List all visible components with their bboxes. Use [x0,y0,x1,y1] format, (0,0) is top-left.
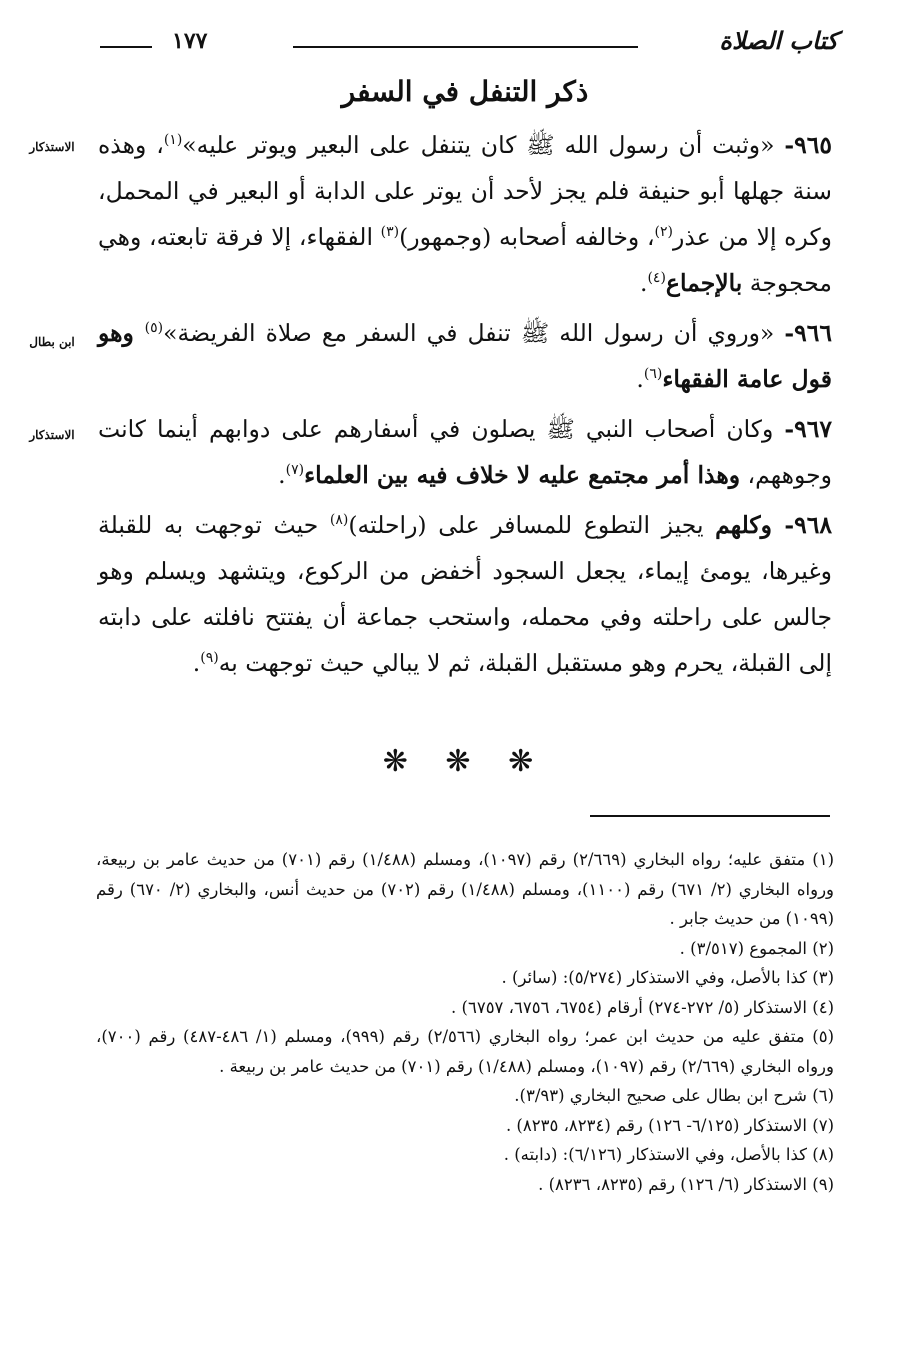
footnote-2: (٢) المجموع (٣/٥١٧) . [679,938,834,958]
paragraph-967 [98,406,832,498]
header-rule-long [293,46,638,48]
footnote-ref[interactable]: (٩) [200,650,219,667]
footnote-ref[interactable]: (١) [163,132,183,149]
footnote-ref[interactable]: (٢) [654,224,674,241]
text-segment: حيث توجهت به للقبلة وغيرها، يومئ إيماء، يجعل السجود أخفض من الركوع، ويتشهد ويسلم وهو جالس على راحلته وفي محمله، واستحب جماعة أن يفتتح نافلته على دابته إلى القبلة، يحرم وهو مستقبل القبلة، ثم لا يبالي حيث توجهت به [98,511,832,677]
text-segment: ، وخالفه أصحابه (وجمهور) [399,223,655,251]
footnotes [96,845,834,1199]
text-segment: وكان أصحاب النبي ﷺ يصلون في أسفارهم على دوابهم أينما كانت وجوههم، [98,415,832,489]
footnote-3: (٣) كذا بالأصل، وفي الاستذكار (٥/٢٧٤): (سائر) . [501,968,834,987]
paragraph-968 [98,502,832,686]
bold-phrase: وهذا أمر مجتمع عليه لا خلاف فيه بين العلماء [304,461,741,489]
section-separator: ❋ ❋ ❋ [382,744,548,779]
running-header [100,22,838,62]
text-segment: يجيز التطوع للمسافر على (راحلته) [348,511,716,539]
bold-phrase: وكلهم [715,511,785,539]
paragraph-965 [98,122,832,306]
text-segment: ، وهذه سنة جهلها أبو حنيفة فلم يجز لأحد أن يوتر على الدابة أو البعير في المحمل، وكره إلا من عذر [98,131,833,251]
footnote-8: (٨) كذا بالأصل، وفي الاستذكار (٦/١٢٦): (دابته) . [503,1145,834,1164]
margin-note-966: ابن بطال [29,335,75,349]
book-title: كتاب الصلاة [719,26,838,55]
footnote-9: (٩) الاستذكار (٦/ ١٢٦) رقم (٨٢٣٥، ٨٢٣٦) . [538,1174,834,1194]
footnote-4: (٤) الاستذكار (٥/ ٢٧٢-٢٧٤) أرقام (٦٧٥٤، ٦٧٥٦، ٦٧٥٧) . [451,997,834,1017]
bold-phrase: وهو قول عامة الفقهاء [98,319,832,393]
text-segment: الفقهاء، إلا فرقة تابعته، وهي محجوجة [98,223,832,297]
footnote-ref[interactable]: (٦) [643,366,663,383]
text-segment: . [192,649,201,677]
footnote-5: (٥) متفق عليه من حديث ابن عمر؛ رواه البخاري (٢/٥٦٦) رقم (٩٩٩)، ومسلم (١/ ٤٨٦-٤٨٧) رقم (٧٠٠)، ورواه البخاري (٢/٦٦٩) رقم (١٠٩٧)، ومسلم (١/٤٨٨) رقم (٧٠١) من حديث عامر بن ربيعة . [96,1027,834,1076]
text-segment: «وثبت أن رسول الله ﷺ كان يتنفل على البعير ويوتر عليه» [182,131,775,159]
header-rule-short [100,46,152,48]
entry-number: ٩٦٨- [784,511,832,539]
section-title: ذكر التنفل في السفر [341,75,589,108]
text-segment: . [636,365,644,393]
entry-number: ٩٦٧- [784,415,832,443]
entry-number: ٩٦٥- [784,131,832,159]
footnote-6: (٦) شرح ابن بطال على صحيح البخاري (٣/٩٣). [514,1086,834,1105]
text-segment: . [639,269,648,297]
margin-note-965: الاستذكار [29,140,75,154]
margin-note-967: الاستذكار [29,428,75,442]
footnote-1: (١) متفق عليه؛ رواه البخاري (٢/٦٦٩) رقم (١٠٩٧)، ومسلم (١/٤٨٨) رقم (٧٠١) من حديث عامر بن ربيعة، ورواه البخاري (٢/ ٦٧١) رقم (١١٠٠)، ومسلم (١/٤٨٨) رقم (٧٠٢) من حديث أنس، والبخاري (٢/ ٦٧٠) رقم (١٠٩٩) من حديث جابر . [96,850,835,928]
footnote-ref[interactable]: (٣) [380,224,400,241]
paragraph-966 [98,310,832,402]
page-number: ١٧٧ [172,28,208,54]
footnote-rule [590,815,830,817]
footnote-7: (٧) الاستذكار (٦/١٢٥- ١٢٦) رقم (٨٢٣٤، ٨٢٣٥) . [505,1115,834,1135]
bold-phrase: بالإجماع [665,269,743,297]
footnote-ref[interactable]: (٤) [647,270,666,287]
footnote-ref[interactable]: (٧) [285,462,305,479]
text-segment: . [278,461,286,489]
main-text [98,122,832,690]
footnote-ref[interactable]: (٨) [329,512,349,529]
entry-number: ٩٦٦- [784,319,832,347]
text-segment: «وروي أن رسول الله ﷺ تنفل في السفر مع صلاة الفريضة» [163,319,775,347]
footnote-ref[interactable]: (٥) [144,320,164,337]
